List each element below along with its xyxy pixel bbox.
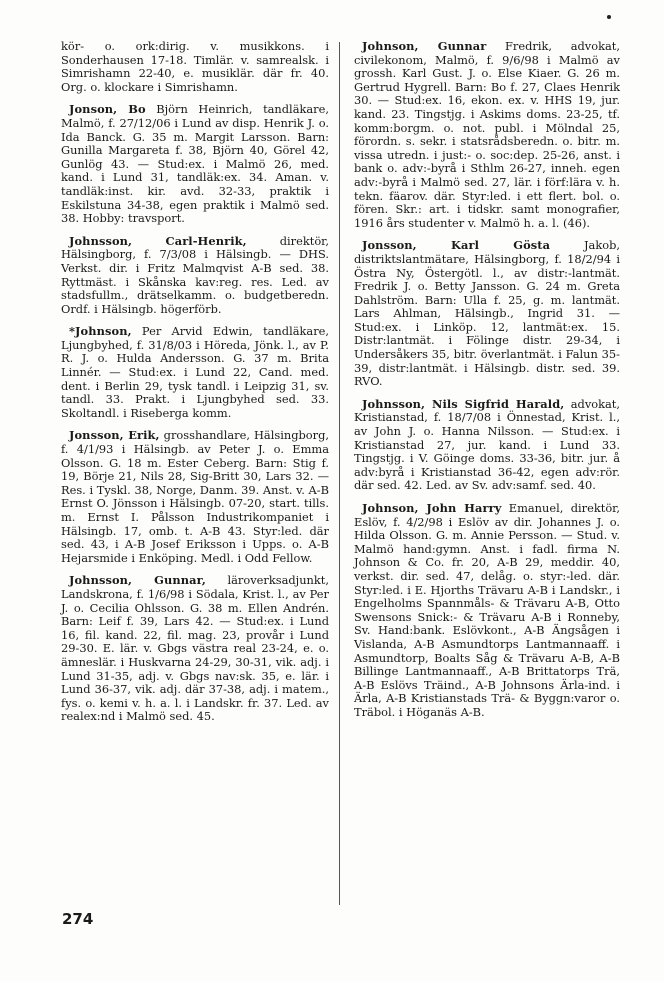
entry-text: grosshandlare, Hälsingborg, f. 4/1/93 i Hälsingb. av Peter J. o. Emma Olsson. G. 18 m. Ester Ceberg. Barn: Stig f. 19, Börje 21, Nils 28, Sig-Britt 30, Lars 32. — Res. i Tyskl. 38, Norge, Danm. 39. Anst. v. A-B Ernst O. Jönsson i Hälsingb. 07-20, start. tills. m. Ernst I. Pålsson Industrikompaniet i Hälsingb. 17, omb. t. A-B 43. Styr:led. där sed. 43, i A-B Josef Eriksson i Upps. o. A-B Hejarsmide i Enköping. Medl. i Odd Fellow.: [61, 428, 329, 565]
entry-name: Johnsson, Gunnar,: [69, 573, 206, 588]
column-divider: [339, 42, 340, 905]
entry-name: Johnson, Gunnar: [362, 39, 487, 53]
page-number: 274: [62, 910, 94, 928]
entry-name: *Johnson,: [69, 324, 132, 339]
entry-name: Jonson, Bo: [69, 102, 146, 117]
entry-name: Jonsson, Karl Gösta: [362, 238, 551, 253]
entry-text: kör- o. ork:dirig. v. musikkons. i Sonderhausen 17-18. Timlär. v. samrealsk. i Simrishamn 22-40, e. musiklär. där fr. 40. Org. o. klockare i Simrishamn.: [61, 39, 329, 94]
left-column: [61, 40, 329, 733]
ink-dot-mark: [607, 15, 611, 19]
biography-entry: [61, 40, 329, 94]
biography-entry: [354, 239, 620, 389]
biography-entry: [354, 40, 620, 230]
biography-entry: [354, 398, 620, 493]
entry-text: Fredrik, advokat, civilekonom, Malmö, f. 9/6/98 i Malmö av grossh. Karl Gust. J. o. Else Kiaer. G. 26 m. Gertrud Hygrell. Barn: Bo f. 27, Claes Henrik 30. — Stud:ex. 16, ekon. ex. v. HHS 19, jur. kand. 23. Tingstjg. i Askims doms. 23-25, tf. komm:borgm. o. not. publ. i Mölndal 25, förordn. s. sekr. i statsrådsberedn. o. bitr. m. vissa utredn. i just:- o. soc:dep. 25-26, anst. i bank o. adv:-byrå i Sthlm 26-27, inneh. egen adv:-byrå i Malmö sed. 27, lär. i förf:lära v. h. tekn. fäarov. där. Styr:led. i ett flert. bol. o. fören. Skr.: art. i tidskr. samt monografier, 1916 års studenter v. Malmö h. a. l. (46).: [354, 39, 620, 230]
entry-name: Johnsson, Nils Sigfrid Harald,: [362, 396, 565, 411]
biography-entry: [61, 429, 329, 565]
biography-entry: [61, 325, 329, 420]
entry-text: direktör, Hälsingborg, f. 7/3/08 i Hälsingb. — DHS. Verkst. dir. i Fritz Malmqvist A-B sed. 38. Ryttmäst. i Skånska kav:reg. res. Led. av stadsfullm., drätselkamm. o. budgetberedn. Ordf. i Hälsingb. högerförb.: [61, 233, 329, 316]
biography-entry: [61, 574, 329, 724]
biography-entry: [354, 502, 620, 720]
entry-text: läroverksadjunkt, Landskrona, f. 1/6/98 i Södala, Krist. l., av Per J. o. Cecilia Ohlsson. G. 38 m. Ellen Andrén. Barn: Leif f. 39, Lars 42. — Stud:ex. i Lund 16, fil. kand. 22, fil. mag. 23, provår i Lund 29-30. E. lär. v. Gbgs västra real 23-24, e. o. ämneslär. i Huskvarna 24-29, 30-31, vik. adj. i Lund 31-35, adj. v. Gbgs nav:sk. 35, e. lär. i Lund 36-37, vik. adj. där 37-38, adj. i matem., fys. o. kemi v. h. a. l. i Landskr. fr. 37. Led. av realex:nd i Malmö sed. 45.: [61, 573, 329, 724]
biography-entry: [61, 103, 329, 225]
entry-text: advokat, Kristianstad, f. 18/7/08 i Önnestad, Krist. l., av John J. o. Hanna Nilsson. — Stud:ex. i Kristianstad 27, jur. kand. i Lund 33. Tingstjg. i V. Göinge doms. 33-36, bitr. jur. å adv:byrå i Kristianstad 36-42, egen adv:rör. där sed. 42. Led. av Sv. adv:samf. sed. 40.: [354, 396, 621, 493]
entry-text: Emanuel, direktör, Eslöv, f. 4/2/98 i Eslöv av dir. Johannes J. o. Hilda Olsson. G. m. Annie Persson. — Stud. v. Malmö hand:gymn. Anst. i fadl. firma N. Johnson & Co. fr. 20, A-B 29, meddir. 40, verkst. dir. sed. 47, delåg. o. styr:-led. där. Styr:led. i E. Hjorths Trävaru A-B i Landskr., i Engelholms Spannmåls- & Trävaru A-B, Otto Swensons Snick:- & Trävaru A-B i Ronneby, Sv. Hand:bank. Eslövkont., A-B Ängsågen i Vislanda, A-B Asmundtorps Lantmannaaff. i Asmundtorp, Boalts Såg & Trävaru A-B, A-B Billinge Lantmannaaff., A-B Brittatorps Trä, A-B Eslövs Träind., A-B Johnsons Ärla-ind. i Ärla, A-B Kristianstads Trä- & Byggn:varor o. Träbol. i Höganäs A-B.: [354, 501, 620, 719]
biography-entry: [61, 235, 329, 317]
entry-name: Johnsson, Carl-Henrik,: [69, 233, 247, 248]
entry-text: Per Arvid Edwin, tandläkare, Ljungbyhed, f. 31/8/03 i Höreda, Jönk. l., av P. R. J. o. Hulda Andersson. G. 37 m. Brita Linnér. — Stud:ex. i Lund 22, Cand. med. dent. i Berlin 29, tysk tandl. i Leipzig 31, sv. tandl. 33. Prakt. i Ljungbyhed sed. 33. Skoltandl. i Riseberga komm.: [61, 324, 329, 420]
right-column: [354, 40, 620, 729]
entry-name: Jonsson, Erik,: [69, 428, 160, 443]
entry-text: Jakob, distriktslantmätare, Hälsingborg, f. 18/2/94 i Östra Ny, Östergötl. l., av distr:-lantmät. Fredrik J. o. Betty Jansson. G. 24 m. Greta Dahlström. Barn: Ulla f. 25, g. m. lantmät. Lars Ahlman, Hälsingb., Ingrid 31. — Stud:ex. i Linköp. 12, lantmät:ex. 15. Distr:lantmät. i Fölinge distr. 29-34, i Undersåkers 35, bitr. överlantmät. i Falun 35-39, distr:lantmät. i Hälsingb. distr. sed. 39. RVO.: [354, 238, 620, 389]
entry-name: Johnson, John Harry: [362, 501, 502, 515]
entry-text: Björn Heinrich, tandläkare, Malmö, f. 27/12/06 i Lund av disp. Henrik J. o. Ida Banck. G. 35 m. Margit Larsson. Barn: Gunilla Margareta f. 38, Björn 40, Görel 42, Gunlög 43. — Stud:ex. i Malmö 26, med. kand. i Lund 31, tandläk:ex. 34. Aman. v. tandläk:inst. kir. avd. 32-33, praktik i Eskilstuna 34-38, egen praktik i Malmö sed. 38. Hobby: travsport.: [61, 102, 329, 226]
